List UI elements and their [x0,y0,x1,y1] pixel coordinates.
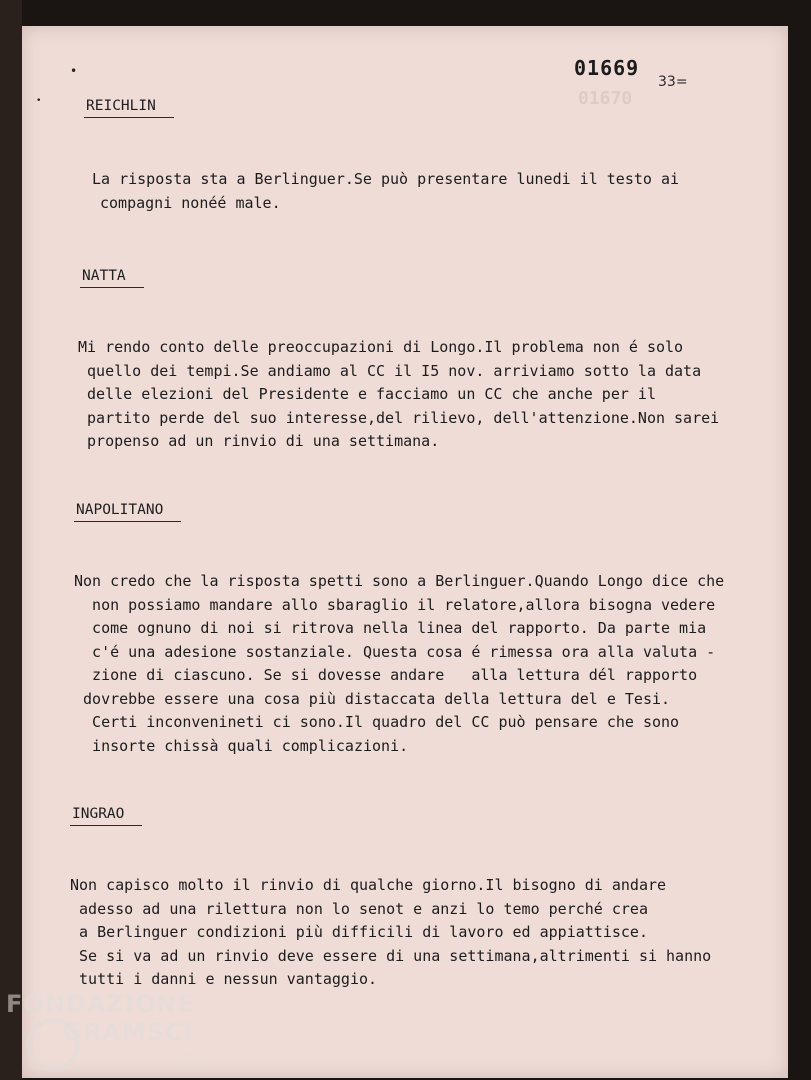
text-line: tutti i danni e nessun vantaggio. [70,970,378,988]
watermark [6,992,195,1044]
text-line: Non capisco molto il rinvio di qualche giorno.Il bisogno di andare [70,876,667,894]
text-line: quello dei tempi.Se andiamo al CC il I5 nov. arriviamo sotto la data [78,361,702,380]
speaker-heading: NATTA [80,268,144,288]
text-line: insorte chissà quali complicazioni. [74,736,409,755]
text-line: Non credo che la risposta spetti sono a Berlinguer.Quando Longo dice che [74,572,725,590]
ghost-number: 01670 [578,88,633,109]
text-line: zione di ciascuno. Se si dovesse andare alla lettura dél rapporto [74,666,698,684]
text-line: delle elezioni del Presidente e facciamo un CC che anche per il [78,385,656,403]
text-line: non possiamo mandare allo sbaraglio il relatore,allora bisogna vedere [74,595,716,614]
text-line: c'é una adesione sostanziale. Questa cosa é rimessa ora alla valuta - [74,642,716,661]
speaker-heading: REICHLIN [84,98,174,118]
speech-paragraph [70,874,711,992]
speaker-heading: INGRAO [70,806,142,826]
document-page [22,26,788,1078]
watermark-line2: GRAMSCI [62,1018,194,1046]
text-line: Se si va ad un rinvio deve essere di una settimana,altrimenti si hanno [70,946,712,965]
speech-paragraph [92,168,679,215]
dot-mark: • [70,64,78,78]
text-line: compagni nonéé male. [100,193,281,212]
watermark-suffix: onlus [178,1052,203,1062]
text-line: partito perde del suo interesse,del rilievo, dell'attenzione.Non sarei [78,408,720,427]
text-line: La risposta sta a Berlinguer.Se può presentare lunedi il testo ai [92,170,679,188]
speaker-heading: NAPOLITANO [74,502,181,522]
text-line: propenso ad un rinvio di una settimana. [78,432,440,450]
page-number: 33= [658,74,688,90]
left-strip [0,0,22,1080]
text-line: adesso ad una rilettura non lo senot e anzi lo temo perché crea [70,899,648,918]
text-line: dovrebbe essere una cosa più distaccata della lettura del e Tesi. [74,689,671,708]
speech-paragraph [78,336,719,454]
watermark-line1: FONDAZIONE [6,990,195,1018]
document-number: 01669 [574,56,640,80]
text-line: come ognuno di noi si ritrova nella linea del rapporto. Da parte mia [74,619,707,637]
speech-paragraph [74,570,724,758]
text-line: a Berlinguer condizioni più difficili di lavoro ed appiattisce. [70,923,648,941]
dot-mark: • [36,96,42,106]
text-line: Certi inconvenineti ci sono.Il quadro del CC può pensare che sono [74,713,680,731]
text-line: Mi rendo conto delle preoccupazioni di Longo.Il problema non é solo [78,338,684,356]
